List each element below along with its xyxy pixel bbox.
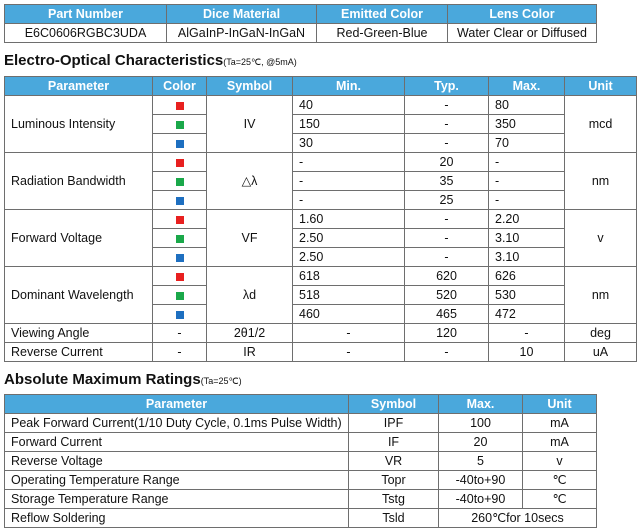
amr-title-text: Absolute Maximum Ratings (4, 371, 201, 388)
symbol-cell: IF (349, 433, 439, 452)
color-swatch-cell (153, 286, 207, 305)
color-swatch-cell (153, 172, 207, 191)
eo-header-unit: Unit (565, 77, 637, 96)
header-part-number: Part Number (5, 5, 167, 24)
typ-cell: 35 (405, 172, 489, 191)
eo-header-min: Min. (293, 77, 405, 96)
min-cell: - (293, 172, 405, 191)
product-table (4, 4, 597, 43)
max-cell: - (489, 153, 565, 172)
amr-header-max: Max. (439, 395, 523, 414)
color-swatch (176, 216, 184, 224)
color-swatch-cell (153, 96, 207, 115)
typ-cell: - (405, 115, 489, 134)
max-cell: 472 (489, 305, 565, 324)
header-lens-color: Lens Color (448, 5, 597, 24)
typ-cell: - (405, 134, 489, 153)
max-cell: 100 (439, 414, 523, 433)
symbol-cell: VR (349, 452, 439, 471)
max-cell: 70 (489, 134, 565, 153)
table-row (5, 433, 597, 452)
min-cell: 2.50 (293, 229, 405, 248)
color-swatch (176, 178, 184, 186)
table-row (5, 210, 637, 229)
color-swatch (176, 235, 184, 243)
max-cell: 20 (439, 433, 523, 452)
parameter-cell: Luminous Intensity (5, 96, 153, 153)
table-row (5, 343, 637, 362)
parameter-cell: Forward Voltage (5, 210, 153, 267)
amr-header-parameter: Parameter (5, 395, 349, 414)
typ-cell: - (405, 229, 489, 248)
unit-cell: v (565, 210, 637, 267)
table-row (5, 509, 597, 528)
color-cell: - (153, 343, 207, 362)
min-cell: 2.50 (293, 248, 405, 267)
color-swatch-cell (153, 153, 207, 172)
symbol-cell: IR (207, 343, 293, 362)
parameter-cell: Reverse Current (5, 343, 153, 362)
max-cell: 626 (489, 267, 565, 286)
unit-cell: mA (523, 414, 597, 433)
min-cell: 30 (293, 134, 405, 153)
max-cell: 10 (489, 343, 565, 362)
symbol-cell: λd (207, 267, 293, 324)
table-row (5, 96, 637, 115)
max-cell: - (489, 191, 565, 210)
min-cell: 150 (293, 115, 405, 134)
eo-header-max: Max. (489, 77, 565, 96)
color-swatch (176, 197, 184, 205)
parameter-cell: Operating Temperature Range (5, 471, 349, 490)
symbol-cell: △λ (207, 153, 293, 210)
min-cell: - (293, 343, 405, 362)
symbol-cell: 2θ1/2 (207, 324, 293, 343)
unit-cell: mcd (565, 96, 637, 153)
amr-section-title (4, 371, 242, 388)
typ-cell: 25 (405, 191, 489, 210)
color-swatch-cell (153, 191, 207, 210)
min-cell: - (293, 153, 405, 172)
min-cell: 460 (293, 305, 405, 324)
parameter-cell: Forward Current (5, 433, 349, 452)
max-cell: -40to+90 (439, 471, 523, 490)
typ-cell: 465 (405, 305, 489, 324)
absolute-max-ratings-table (4, 394, 597, 528)
parameter-cell: Reverse Voltage (5, 452, 349, 471)
table-row (5, 471, 597, 490)
reflow-value-cell: 260℃for 10secs (439, 509, 597, 528)
color-swatch-cell (153, 248, 207, 267)
typ-cell: - (405, 343, 489, 362)
max-cell: 3.10 (489, 229, 565, 248)
max-cell: 80 (489, 96, 565, 115)
typ-cell: 120 (405, 324, 489, 343)
unit-cell: v (523, 452, 597, 471)
table-row (5, 267, 637, 286)
typ-cell: 520 (405, 286, 489, 305)
max-cell: 2.20 (489, 210, 565, 229)
electro-optical-table (4, 76, 637, 362)
unit-cell: mA (523, 433, 597, 452)
header-emitted-color: Emitted Color (317, 5, 448, 24)
color-swatch (176, 121, 184, 129)
min-cell: 40 (293, 96, 405, 115)
max-cell: -40to+90 (439, 490, 523, 509)
unit-cell: nm (565, 153, 637, 210)
parameter-cell: Reflow Soldering (5, 509, 349, 528)
min-cell: - (293, 324, 405, 343)
typ-cell: - (405, 96, 489, 115)
parameter-cell: Peak Forward Current(1/10 Duty Cycle, 0.1ms Pulse Width) (5, 414, 349, 433)
parameter-cell: Viewing Angle (5, 324, 153, 343)
max-cell: 5 (439, 452, 523, 471)
color-swatch (176, 273, 184, 281)
unit-cell: uA (565, 343, 637, 362)
color-swatch (176, 102, 184, 110)
amr-header-symbol: Symbol (349, 395, 439, 414)
min-cell: 518 (293, 286, 405, 305)
color-swatch (176, 140, 184, 148)
dice-material-value: AlGaInP-InGaN-InGaN (167, 24, 317, 43)
color-swatch (176, 254, 184, 262)
max-cell: 3.10 (489, 248, 565, 267)
header-dice-material: Dice Material (167, 5, 317, 24)
table-row (5, 414, 597, 433)
symbol-cell: IPF (349, 414, 439, 433)
unit-cell: nm (565, 267, 637, 324)
part-number-value: E6C0606RGBC3UDA (5, 24, 167, 43)
table-row (5, 324, 637, 343)
typ-cell: - (405, 210, 489, 229)
table-row (5, 153, 637, 172)
color-cell: - (153, 324, 207, 343)
color-swatch-cell (153, 210, 207, 229)
min-cell: 1.60 (293, 210, 405, 229)
min-cell: 618 (293, 267, 405, 286)
color-swatch (176, 159, 184, 167)
color-swatch (176, 292, 184, 300)
amr-title-subtitle: (Ta=25℃) (200, 376, 242, 386)
color-swatch-cell (153, 305, 207, 324)
typ-cell: 20 (405, 153, 489, 172)
eo-title-subtitle: (Ta=25℃, @5mA) (223, 57, 297, 67)
typ-cell: - (405, 248, 489, 267)
min-cell: - (293, 191, 405, 210)
lens-color-value: Water Clear or Diffused (448, 24, 597, 43)
max-cell: 530 (489, 286, 565, 305)
symbol-cell: VF (207, 210, 293, 267)
emitted-color-value: Red-Green-Blue (317, 24, 448, 43)
parameter-cell: Dominant Wavelength (5, 267, 153, 324)
typ-cell: 620 (405, 267, 489, 286)
color-swatch (176, 311, 184, 319)
unit-cell: deg (565, 324, 637, 343)
unit-cell: ℃ (523, 471, 597, 490)
table-row (5, 452, 597, 471)
eo-header-color: Color (153, 77, 207, 96)
color-swatch-cell (153, 229, 207, 248)
color-swatch-cell (153, 115, 207, 134)
eo-header-parameter: Parameter (5, 77, 153, 96)
amr-header-unit: Unit (523, 395, 597, 414)
eo-title-text: Electro-Optical Characteristics (4, 52, 224, 69)
eo-section-title (4, 52, 297, 69)
symbol-cell: Topr (349, 471, 439, 490)
symbol-cell: IV (207, 96, 293, 153)
symbol-cell: Tstg (349, 490, 439, 509)
table-row (5, 490, 597, 509)
eo-header-symbol: Symbol (207, 77, 293, 96)
max-cell: 350 (489, 115, 565, 134)
color-swatch-cell (153, 267, 207, 286)
parameter-cell: Radiation Bandwidth (5, 153, 153, 210)
unit-cell: ℃ (523, 490, 597, 509)
color-swatch-cell (153, 134, 207, 153)
max-cell: - (489, 172, 565, 191)
eo-header-typ: Typ. (405, 77, 489, 96)
symbol-cell: Tsld (349, 509, 439, 528)
max-cell: - (489, 324, 565, 343)
parameter-cell: Storage Temperature Range (5, 490, 349, 509)
